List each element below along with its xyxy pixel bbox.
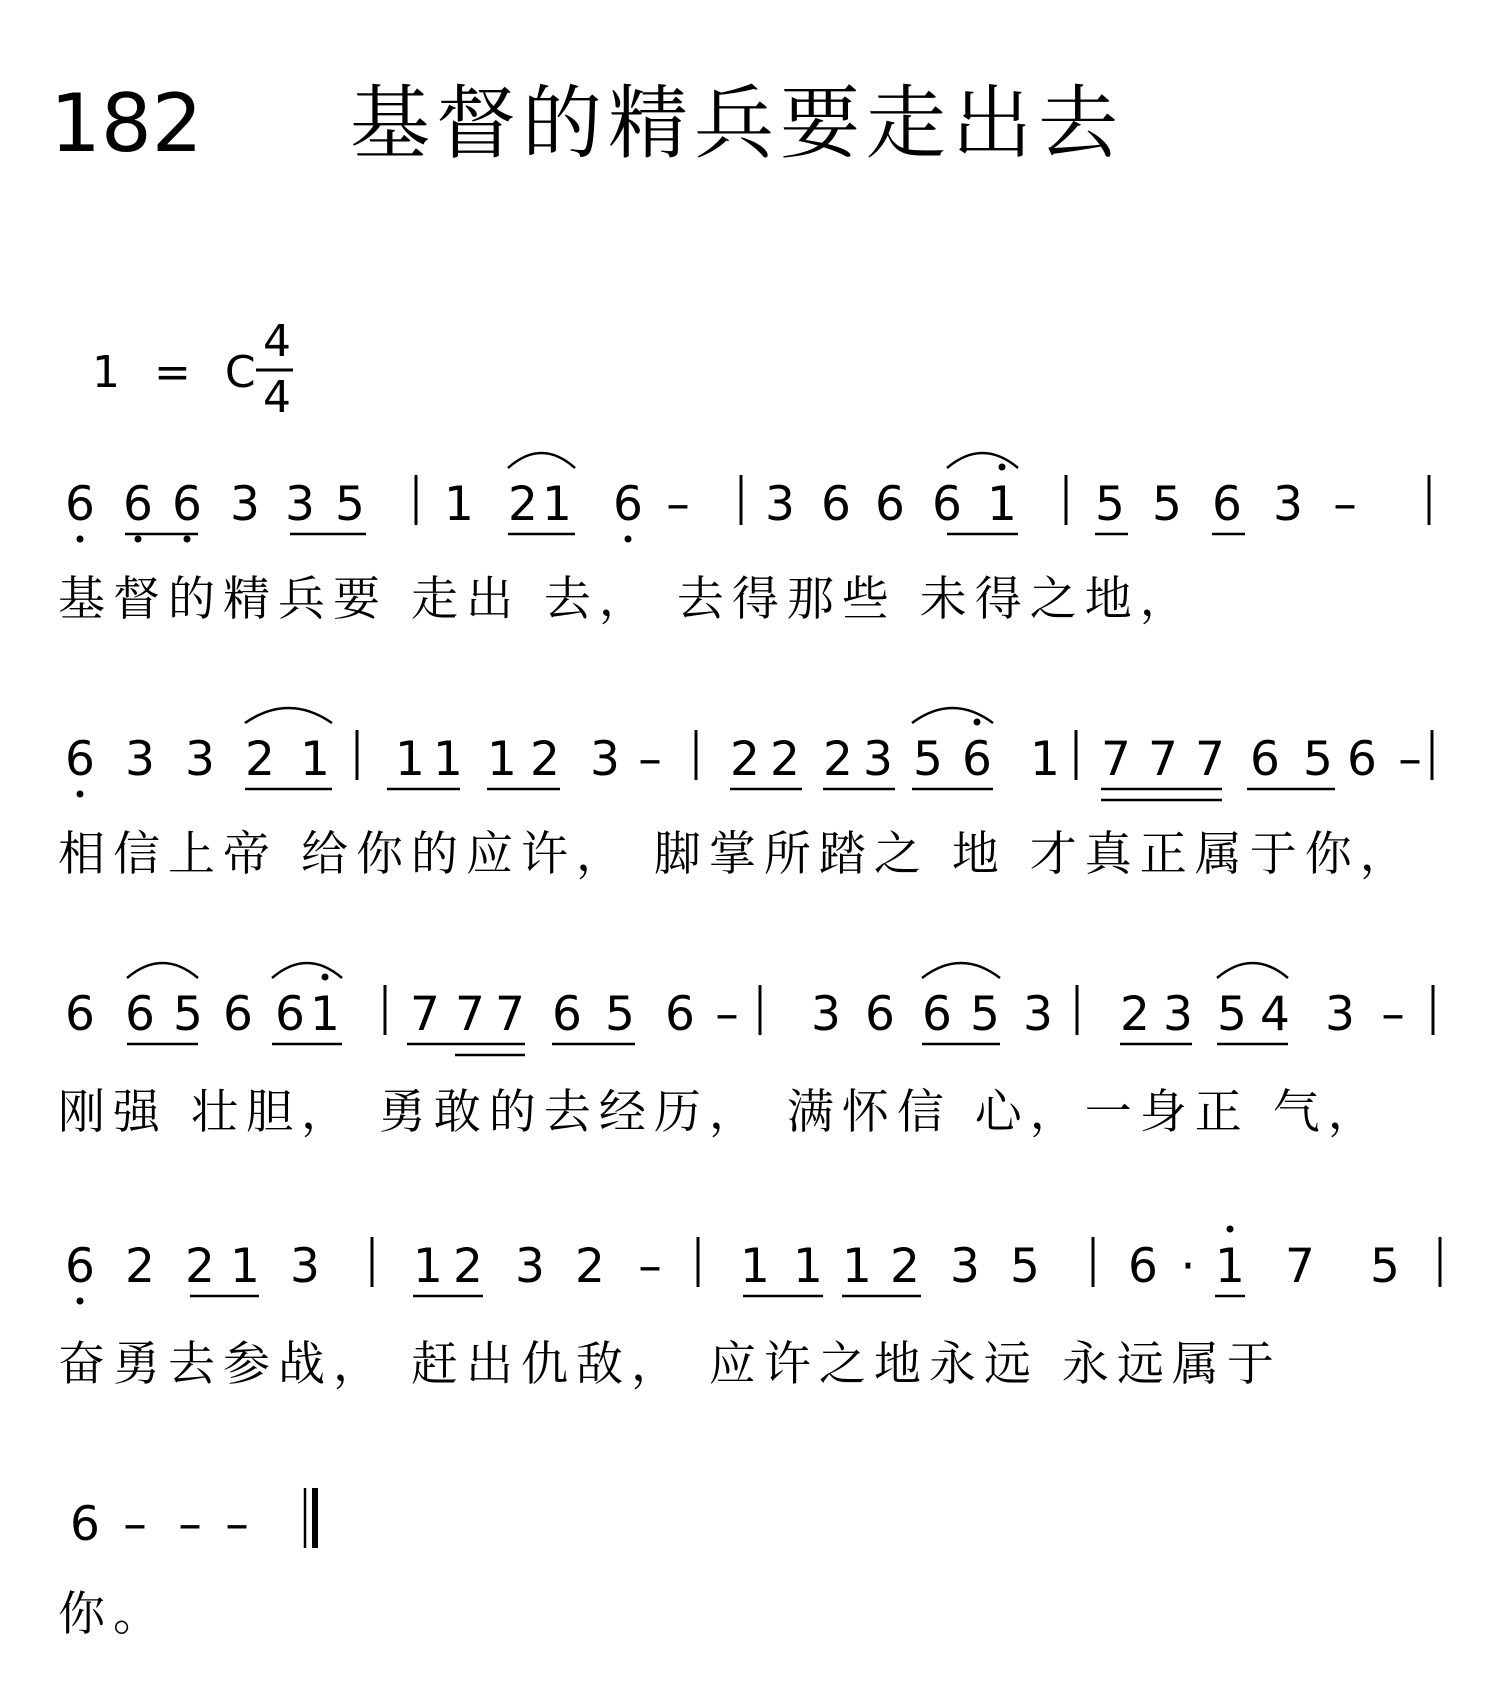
dash-extension: – (1398, 732, 1422, 787)
note: 5 (605, 987, 635, 1042)
note: 6 (1250, 732, 1280, 787)
note: 5 (913, 732, 943, 787)
note: 1 (230, 1239, 260, 1294)
note: 2 (575, 1239, 605, 1294)
lyrics-line: 基督的精兵要 走出 去， 去得那些 未得之地， (58, 572, 1195, 627)
slur (1217, 963, 1288, 978)
dash-extension: – (638, 732, 662, 787)
time-signature-top: 4 (263, 316, 291, 367)
note: 6 (665, 987, 695, 1042)
note: 7 (495, 987, 525, 1042)
note: 2 (530, 732, 560, 787)
note: 3 (1273, 477, 1303, 532)
note: 2 (125, 1239, 155, 1294)
note: 6 (875, 477, 905, 532)
note: 1 (740, 1239, 770, 1294)
music-systems (58, 453, 1440, 1642)
slur (245, 708, 332, 723)
note: 5 (1010, 1239, 1040, 1294)
hymn-header (50, 77, 1124, 170)
note: 6 (552, 987, 582, 1042)
note: 6 (172, 477, 202, 532)
note: 1 (413, 1239, 443, 1294)
note: 3 (185, 732, 215, 787)
system-5 (58, 1488, 315, 1642)
lower-octave-dot (77, 791, 84, 798)
note: 3 (1325, 987, 1355, 1042)
note: 2 (823, 732, 853, 787)
slur (912, 708, 993, 723)
lyrics-line: 刚强 壮胆， 勇敢的去经历， 满怀信 心，一身正 气， (58, 1085, 1383, 1140)
upper-octave-dot (1227, 1226, 1234, 1233)
lower-octave-dot (77, 1298, 84, 1305)
note: 3 (590, 732, 620, 787)
key-label: 1 = C (92, 347, 266, 398)
note: 1 (1030, 732, 1060, 787)
key-signature (92, 316, 293, 423)
lower-octave-dot (77, 536, 84, 543)
note: 3 (863, 732, 893, 787)
note: 2 (770, 732, 800, 787)
note: 6 (821, 477, 851, 532)
system-1 (58, 453, 1429, 627)
system-2 (58, 708, 1432, 882)
note: 1 (395, 732, 425, 787)
slur (508, 453, 575, 468)
note: 5 (1217, 987, 1247, 1042)
note: 6 (932, 477, 962, 532)
note: 6 (1128, 1239, 1158, 1294)
note: 3 (950, 1239, 980, 1294)
note: 1 (310, 987, 340, 1042)
note: 7 (410, 987, 440, 1042)
note: 2 (245, 732, 275, 787)
upper-octave-dot (322, 974, 329, 981)
note: 3 (230, 477, 260, 532)
note: 1 (542, 477, 572, 532)
note: 6 (123, 477, 153, 532)
note: 1 (444, 477, 474, 532)
lower-octave-dot (135, 536, 142, 543)
system-4 (58, 1226, 1440, 1393)
note: 2 (508, 477, 538, 532)
upper-octave-dot (974, 719, 981, 726)
note: 1 (793, 1239, 823, 1294)
note: 1 (1215, 1239, 1245, 1294)
slur (922, 963, 1000, 978)
note: 6 (922, 987, 952, 1042)
note: 7 (1101, 732, 1131, 787)
dash-extension: – (123, 1497, 147, 1552)
note: 3 (765, 477, 795, 532)
dash-extension: – (225, 1497, 249, 1552)
note: 7 (1195, 732, 1225, 787)
lyrics-line: 奋勇去参战， 赶出仇敌， 应许之地永远 永远属于 (58, 1337, 1282, 1392)
lyrics-line: 你。 (58, 1587, 168, 1642)
note: 6 (223, 987, 253, 1042)
note: 2 (890, 1239, 920, 1294)
note: 5 (1303, 732, 1333, 787)
note: 6 (865, 987, 895, 1042)
note: 3 (1163, 987, 1193, 1042)
dash-extension: – (1333, 477, 1357, 532)
note: 1 (300, 732, 330, 787)
note: 7 (1285, 1239, 1315, 1294)
note: 6 (65, 732, 95, 787)
system-3 (58, 963, 1433, 1140)
hymn-title: 基督的精兵要走出去 (350, 77, 1124, 170)
note: 4 (1260, 987, 1290, 1042)
note: 3 (515, 1239, 545, 1294)
note: 5 (1095, 477, 1125, 532)
dash-extension: – (178, 1497, 202, 1552)
note: 3 (811, 987, 841, 1042)
lower-octave-dot (625, 536, 632, 543)
note: 6 (65, 987, 95, 1042)
note: 6 (65, 1239, 95, 1294)
note: · (1180, 1239, 1196, 1294)
slur (947, 453, 1018, 468)
note: 6 (962, 732, 992, 787)
note: 2 (730, 732, 760, 787)
note: 6 (613, 477, 643, 532)
note: 5 (970, 987, 1000, 1042)
note: 1 (433, 732, 463, 787)
note: 7 (1148, 732, 1178, 787)
note: 6 (275, 987, 305, 1042)
note: 7 (455, 987, 485, 1042)
note: 2 (1120, 987, 1150, 1042)
upper-octave-dot (999, 464, 1006, 471)
dash-extension: – (1381, 987, 1405, 1042)
note: 3 (1023, 987, 1053, 1042)
lyrics-line: 相信上帝 给你的应许， 脚掌所踏之 地 才真正属于你， (58, 827, 1415, 882)
note: 5 (1370, 1239, 1400, 1294)
time-signature-bottom: 4 (263, 372, 291, 423)
note: 6 (1347, 732, 1377, 787)
note: 1 (987, 477, 1017, 532)
note: 3 (125, 732, 155, 787)
hymn-number: 182 (50, 77, 203, 170)
note: 6 (125, 987, 155, 1042)
lower-octave-dot (184, 536, 191, 543)
note: 5 (1152, 477, 1182, 532)
note: 6 (65, 477, 95, 532)
note: 5 (335, 477, 365, 532)
note: 3 (290, 1239, 320, 1294)
note: 5 (173, 987, 203, 1042)
slur (127, 963, 198, 978)
dash-extension: – (638, 1239, 662, 1294)
note: 6 (1212, 477, 1242, 532)
note: 6 (70, 1497, 100, 1552)
dash-extension: – (666, 477, 690, 532)
note: 1 (842, 1239, 872, 1294)
dash-extension: – (715, 987, 739, 1042)
note: 2 (453, 1239, 483, 1294)
slur (272, 963, 342, 978)
note: 2 (185, 1239, 215, 1294)
note: 3 (285, 477, 315, 532)
note: 1 (487, 732, 517, 787)
